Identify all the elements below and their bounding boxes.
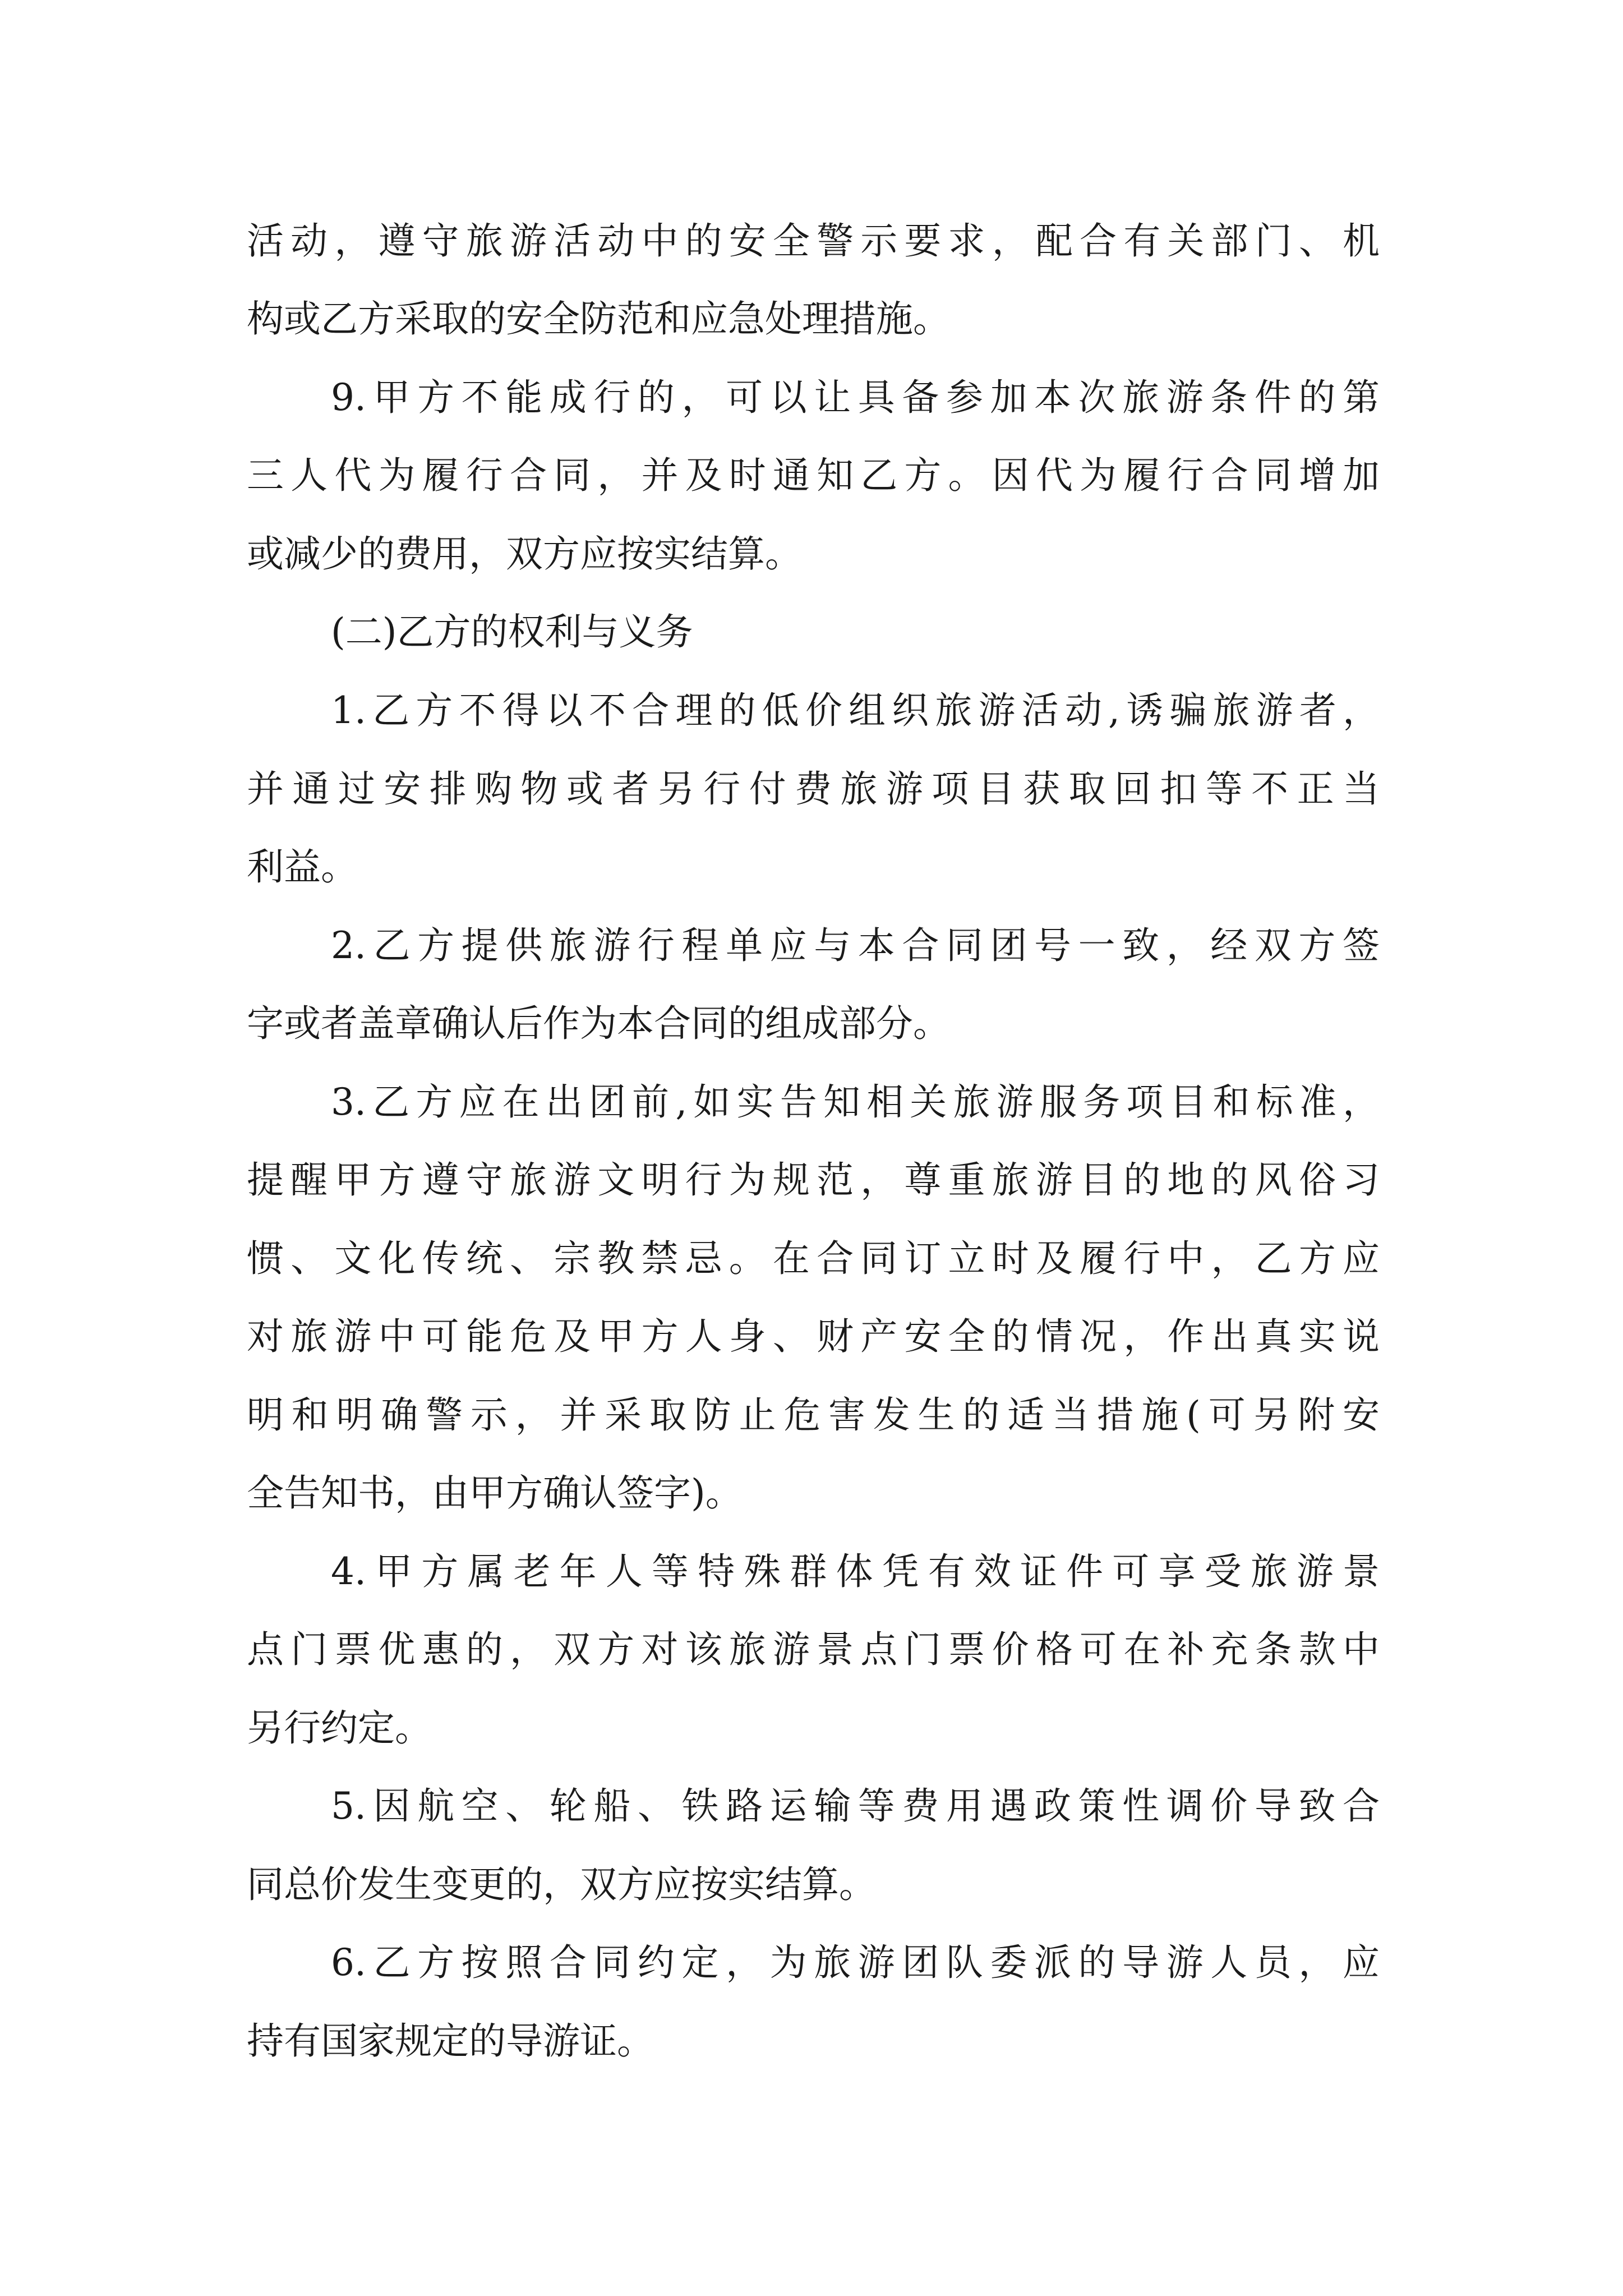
text-line: 提醒甲方遵守旅游文明行为规范，尊重旅游目的地的风俗习: [247, 1158, 1380, 1202]
text-line: 9.甲方不能成行的，可以让具备参加本次旅游条件的第: [331, 376, 1380, 419]
text-line: 同总价发生变更的，双方应按实结算。: [247, 1863, 876, 1906]
text-line: 4.甲方属老年人等特殊群体凭有效证件可享受旅游景: [331, 1550, 1380, 1593]
text-line: 全告知书，由甲方确认签字)。: [247, 1471, 743, 1515]
text-line: 并通过安排购物或者另行付费旅游项目获取回扣等不正当: [247, 767, 1380, 811]
text-line: 惯、文化传统、宗教禁忌。在合同订立时及履行中，乙方应: [247, 1237, 1380, 1280]
text-line: 6.乙方按照合同约定，为旅游团队委派的导游人员，应: [331, 1941, 1380, 1984]
text-line: 三人代为履行合同，并及时通知乙方。因代为履行合同增加: [247, 454, 1380, 497]
text-line: 或减少的费用，双方应按实结算。: [247, 532, 802, 576]
text-line: 明和明确警示，并采取防止危害发生的适当措施(可另附安: [247, 1393, 1380, 1437]
text-line: 持有国家规定的导游证。: [247, 2019, 654, 2063]
text-line: 利益。: [247, 845, 358, 889]
text-line: 点门票优惠的，双方对该旅游景点门票价格可在补充条款中: [247, 1628, 1380, 1671]
text-line: 1.乙方不得以不合理的低价组织旅游活动,诱骗旅游者，: [331, 689, 1380, 732]
text-line: 3.乙方应在出团前,如实告知相关旅游服务项目和标准，: [331, 1080, 1380, 1124]
text-line: 2.乙方提供旅游行程单应与本合同团号一致，经双方签: [331, 924, 1380, 967]
text-line: 字或者盖章确认后作为本合同的组成部分。: [247, 1002, 950, 1045]
text-line: 对旅游中可能危及甲方人身、财产安全的情况，作出真实说: [247, 1315, 1380, 1358]
text-line: 构或乙方采取的安全防范和应急处理措施。: [247, 297, 950, 341]
section-heading: (二)乙方的权利与义务: [331, 610, 693, 654]
text-line: 5.因航空、轮船、铁路运输等费用遇政策性调价导致合: [331, 1784, 1380, 1828]
text-line: 活动，遵守旅游活动中的安全警示要求，配合有关部门、机: [247, 219, 1380, 263]
text-line: 另行约定。: [247, 1706, 432, 1750]
